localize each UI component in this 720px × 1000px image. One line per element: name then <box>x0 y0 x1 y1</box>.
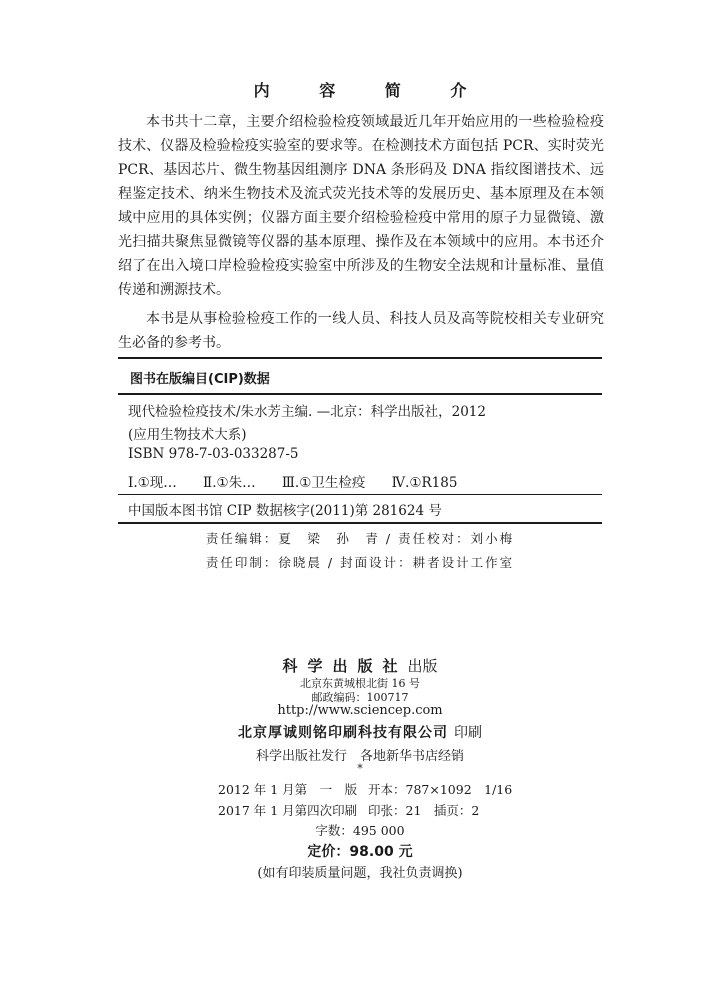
quality-notice: (如有印装质量问题，我社负责调换) <box>257 866 463 881</box>
summary-paragraph-1: 本书共十二章，主要介绍检验检疫领域最近几年开始应用的一些检验检疫技术、仪器及检验检疫实验室的要求等。在检测技术方面包括 PCR、实时荧光 PCR、基因芯片、微生物基因组测序 DNA 条形码及 DNA 指纹图谱技术、远程鉴定技术、纳米生物技术及流式荧光技术等的发展历史、基本原理及在本领域中应用的具体实例；仪器方面主要介绍检验检疫中常用的原子力显微镜、激光扫描共聚焦显微镜等仪器的基本原理、操作及在本领域中的应用。本书还介绍了在出入境口岸检验检疫实验室中所涉及的生物安全法规和计量标准、量值传递和溯源技术。 <box>118 114 604 298</box>
edition-line <box>218 780 513 798</box>
price: 定价：98.00 元 <box>307 844 413 860</box>
cip-title-line: 现代检验检疫技术/朱水芳主编. —北京：科学出版社，2012 <box>128 404 486 420</box>
editors-line-2: 责任印制：徐晓晨 / 封面设计：耕者设计工作室 <box>205 555 515 570</box>
edition: 2012 年 1 月第 一 版 <box>218 782 358 797</box>
publisher-suffix: 出版 <box>407 657 438 675</box>
summary-body <box>118 110 604 360</box>
publisher-address: 北京东黄城根北街 16 号 <box>300 677 420 690</box>
divider-cip-top <box>118 393 602 395</box>
divider-cip-bottom <box>118 522 602 524</box>
cip-class-4: Ⅳ.①R185 <box>391 475 458 491</box>
printing-line <box>218 801 480 819</box>
cip-series: (应用生物技术大系) <box>128 427 247 443</box>
summary-title: 内 容 简 介 <box>253 81 489 100</box>
printer-line <box>0 722 720 742</box>
divider-top <box>118 357 602 359</box>
cip-class-2: Ⅱ.①朱… <box>203 475 256 491</box>
publisher-url: http://www.sciencep.com <box>277 703 443 718</box>
summary-paragraph-2: 本书是从事检验检疫工作的一线人员、科技人员及高等院校相关专业研究生必备的参考书。 <box>118 311 604 351</box>
sheets: 印张：21 插页：2 <box>368 803 480 818</box>
cip-core-number: 中国版本图书馆 CIP 数据核字(2011)第 281624 号 <box>128 503 442 519</box>
printer-suffix: 印刷 <box>454 725 482 741</box>
divider-cip-mid <box>118 494 602 495</box>
publisher-postcode: 邮政编码：100717 <box>311 691 409 704</box>
editors-line-1: 责任编辑：夏 梁 孙 青 / 责任校对：刘小梅 <box>205 531 515 546</box>
cip-class-1: Ⅰ.①现… <box>128 475 177 491</box>
printer-name: 北京厚诚则铭印刷科技有限公司 <box>238 725 448 741</box>
cip-isbn: ISBN 978-7-03-033287-5 <box>128 446 299 462</box>
cip-heading: 图书在版编目(CIP)数据 <box>130 372 270 387</box>
publisher-name: 科学出版社 <box>282 657 408 675</box>
word-count: 字数：495 000 <box>315 823 405 838</box>
separator-star: * <box>357 762 363 775</box>
printing: 2017 年 1 月第四次印刷 <box>218 803 358 818</box>
format: 开本：787×1092 1/16 <box>368 782 513 797</box>
cip-class-3: Ⅲ.①卫生检疫 <box>281 475 366 491</box>
cip-classification <box>128 471 457 491</box>
distribution-line: 科学出版社发行 各地新华书店经销 <box>255 749 464 764</box>
publisher-line <box>0 655 720 676</box>
